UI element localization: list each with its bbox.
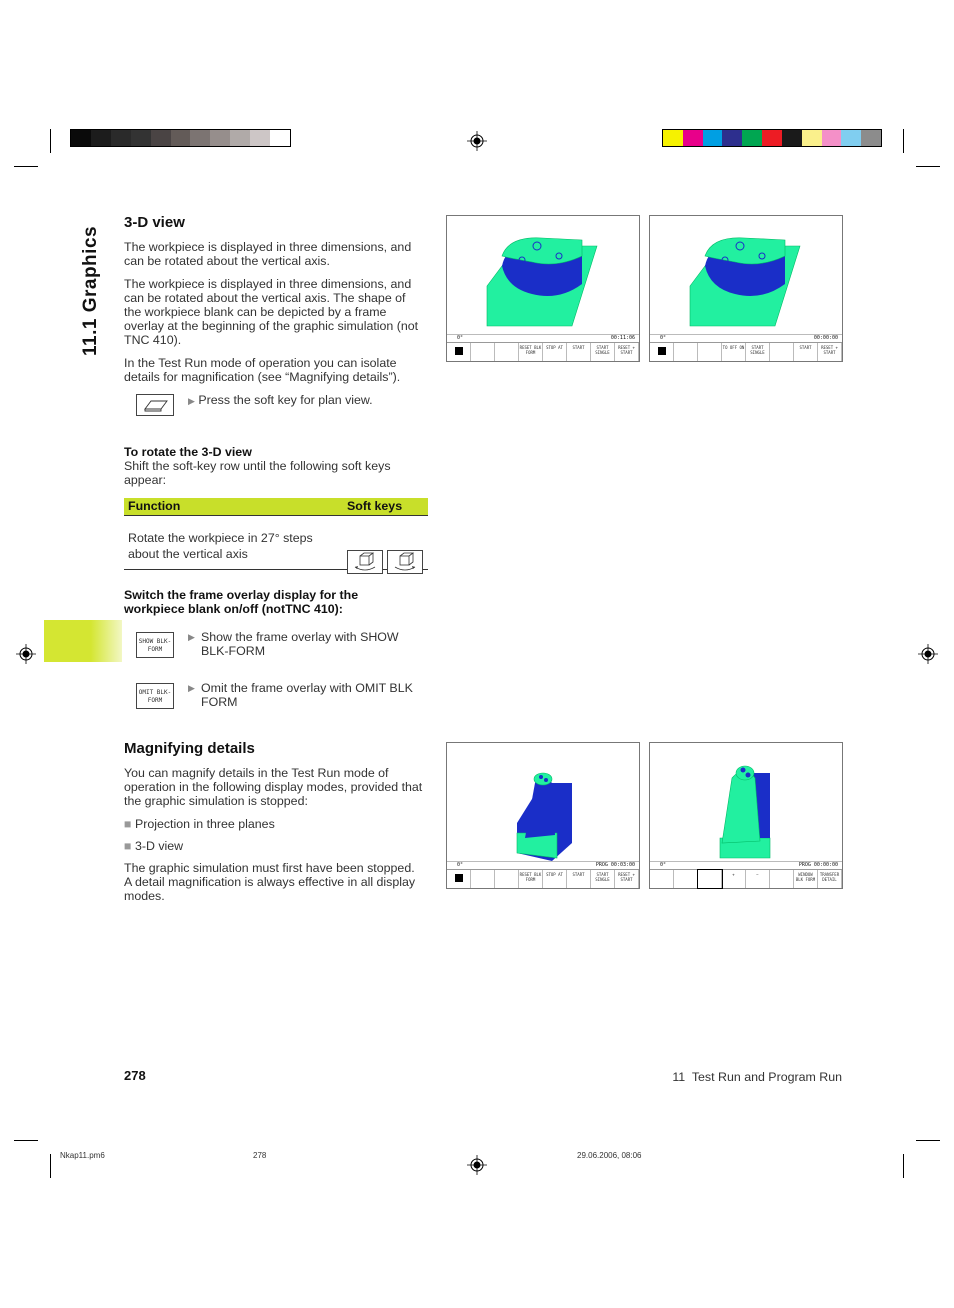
color-swatch	[861, 130, 881, 146]
color-swatch	[91, 130, 111, 146]
color-swatch	[270, 130, 290, 146]
rotate-right-softkey[interactable]	[387, 550, 423, 574]
crop-mark	[903, 1154, 904, 1178]
slug-page: 278	[253, 1151, 267, 1160]
crop-mark	[50, 1154, 51, 1178]
color-swatch	[250, 130, 270, 146]
slug-filename: Nkap11.pm6	[60, 1151, 105, 1160]
softkey[interactable]: −	[746, 870, 770, 888]
arrow-right-icon: ▶	[188, 632, 195, 642]
plan-view-icon	[137, 395, 173, 415]
softkey[interactable]	[495, 343, 519, 361]
table-header	[124, 498, 428, 516]
page-number: 278	[124, 1068, 146, 1083]
col-header-softkeys: Soft keys	[347, 499, 403, 513]
softkey[interactable]: RESET + START	[615, 870, 639, 888]
crop-mark	[14, 1140, 38, 1141]
registration-mark-icon	[467, 131, 487, 151]
softkey[interactable]	[674, 343, 698, 361]
bullet-icon: ■	[124, 817, 132, 831]
rotate-right-icon	[388, 551, 422, 573]
screenshot-magnify-1	[446, 742, 640, 889]
rotation-angle: 0°	[457, 862, 464, 868]
paragraph: Shift the soft-key row until the following soft keys appear:	[124, 459, 391, 487]
workpiece-3d-render	[650, 216, 842, 336]
paragraph: You can magnify details in the Test Run mode of operation in the following display modes, provided that the graphic simulation is stopped:	[124, 766, 423, 808]
workpiece-detail-render	[650, 743, 842, 863]
slug-date: 29.06.2006, 08:06	[577, 1151, 642, 1160]
softkey[interactable]: STOP AT	[543, 870, 567, 888]
color-swatch	[171, 130, 191, 146]
softkey[interactable]: RESET BLK FORM	[519, 870, 543, 888]
function-table	[124, 498, 428, 570]
run-time: 00:11:06	[610, 335, 635, 341]
softkey[interactable]: RESET + START	[615, 343, 639, 361]
color-swatch	[230, 130, 250, 146]
chapter-title-vertical: 11.1 Graphics	[80, 225, 101, 356]
crop-mark	[50, 129, 51, 153]
table-row	[124, 516, 428, 570]
rotation-angle: 0°	[660, 862, 667, 868]
instruction-text: Omit the frame overlay with OMIT BLK FORM	[201, 681, 413, 709]
instruction	[188, 681, 428, 709]
screenshot-3d-view-2	[649, 215, 843, 362]
color-swatch	[683, 130, 703, 146]
crop-mark	[14, 166, 38, 167]
arrow-right-icon: ▶	[188, 396, 195, 406]
instruction	[188, 393, 373, 408]
color-swatch	[210, 130, 230, 146]
softkey[interactable]: START SINGLE	[746, 343, 770, 361]
chapter-tab-marker	[44, 620, 122, 662]
softkey[interactable]: START	[567, 343, 591, 361]
color-swatch	[190, 130, 210, 146]
running-footer-chapter: 11 Test Run and Program Run	[672, 1070, 842, 1084]
color-swatch	[663, 130, 683, 146]
registration-mark-icon	[918, 644, 938, 664]
workpiece-3d-render	[447, 216, 639, 336]
rotation-angle: 0°	[457, 335, 464, 341]
softkey[interactable]: START	[567, 870, 591, 888]
omit-blk-form-softkey[interactable]: OMIT BLK-FORM	[136, 683, 174, 709]
paragraph: The workpiece is displayed in three dimensions, and can be rotated about the vertical axis.	[124, 240, 412, 268]
color-swatch	[722, 130, 742, 146]
rotate-left-softkey[interactable]	[347, 550, 383, 574]
screenshot-3d-view-1	[446, 215, 640, 362]
color-swatch	[703, 130, 723, 146]
softkey-row	[650, 342, 842, 361]
crop-mark	[903, 129, 904, 153]
softkey[interactable]	[674, 870, 698, 888]
arrow-right-icon: ▶	[188, 683, 195, 693]
list-item-text: 3-D view	[134, 839, 184, 853]
softkey[interactable]: TO OFF ON	[722, 343, 746, 361]
registration-mark-icon	[467, 1155, 487, 1175]
softkey[interactable]: RESET BLK FORM	[519, 343, 543, 361]
paragraph: The graphic simulation must first have been stopped. A detail magnification is always effective in all display modes.	[124, 861, 416, 903]
run-time: PROG 00:00:00	[798, 862, 838, 868]
color-swatch	[841, 130, 861, 146]
softkey[interactable]: WINDOW BLK FORM	[794, 870, 818, 888]
softkey[interactable]	[698, 343, 722, 361]
color-swatch	[151, 130, 171, 146]
instruction	[188, 630, 428, 658]
list-item-text: Projection in three planes	[134, 817, 275, 831]
softkey-row	[447, 342, 639, 361]
list-item	[124, 839, 183, 853]
crop-mark	[916, 166, 940, 167]
softkey[interactable]	[698, 870, 722, 888]
softkey[interactable]	[770, 870, 794, 888]
softkey[interactable]: START	[794, 343, 818, 361]
subheading-rotate: To rotate the 3-D view	[124, 445, 252, 459]
registration-mark-icon	[16, 644, 36, 664]
color-swatch	[782, 130, 802, 146]
softkey-row	[650, 869, 842, 888]
color-swatch	[71, 130, 91, 146]
color-swatch	[762, 130, 782, 146]
softkey[interactable]: RESET + START	[818, 343, 842, 361]
softkey[interactable]	[447, 870, 471, 888]
grey-calibration-bar	[70, 129, 291, 147]
softkey[interactable]	[650, 870, 674, 888]
softkey[interactable]: START SINGLE	[591, 870, 615, 888]
list-item	[124, 817, 275, 831]
instruction-text: Press the soft key for plan view.	[198, 393, 373, 407]
color-swatch	[822, 130, 842, 146]
softkey[interactable]	[495, 870, 519, 888]
softkey[interactable]: +	[722, 870, 746, 888]
softkey[interactable]	[770, 343, 794, 361]
run-time: 00:00:00	[813, 335, 838, 341]
softkey-row	[447, 869, 639, 888]
color-calibration-bar	[662, 129, 882, 147]
crop-mark	[916, 1140, 940, 1141]
rotate-left-icon	[348, 551, 382, 573]
instruction-text: Show the frame overlay with SHOW BLK-FORM	[201, 630, 399, 658]
bullet-icon: ■	[124, 839, 132, 853]
workpiece-detail-render	[447, 743, 639, 863]
color-swatch	[802, 130, 822, 146]
softkey[interactable]	[650, 343, 674, 361]
color-swatch	[111, 130, 131, 146]
softkey[interactable]	[471, 343, 495, 361]
paragraph: In the Test Run mode of operation you can isolate details for magnification (see “Magnifying details”).	[124, 356, 401, 384]
softkey[interactable]	[447, 343, 471, 361]
softkey[interactable]	[471, 870, 495, 888]
softkey[interactable]: TRANSFER DETAIL	[818, 870, 842, 888]
plan-view-softkey[interactable]	[136, 394, 174, 416]
softkey[interactable]: STOP AT	[543, 343, 567, 361]
color-swatch	[742, 130, 762, 146]
show-blk-form-softkey[interactable]: SHOW BLK-FORM	[136, 632, 174, 658]
screenshot-magnify-2	[649, 742, 843, 889]
section-heading-magnifying: Magnifying details	[124, 740, 255, 757]
section-heading-3d-view: 3-D view	[124, 214, 185, 231]
softkey[interactable]: START SINGLE	[591, 343, 615, 361]
paragraph: The workpiece is displayed in three dimensions, and can be rotated about the vertical axis. The shape of the workpiece blank can be depicted by a frame overlay at the beginning of the graphic simulation (not TNC 410).	[124, 277, 419, 347]
color-swatch	[131, 130, 151, 146]
run-time: PROG 00:03:00	[595, 862, 635, 868]
row-function: Rotate the workpiece in 27° steps about the vertical axis	[128, 531, 313, 561]
rotation-angle: 0°	[660, 335, 667, 341]
subheading-frame-overlay: Switch the frame overlay display for the workpiece blank on/off (notTNC 410):	[124, 588, 359, 616]
col-header-function: Function	[128, 499, 181, 513]
